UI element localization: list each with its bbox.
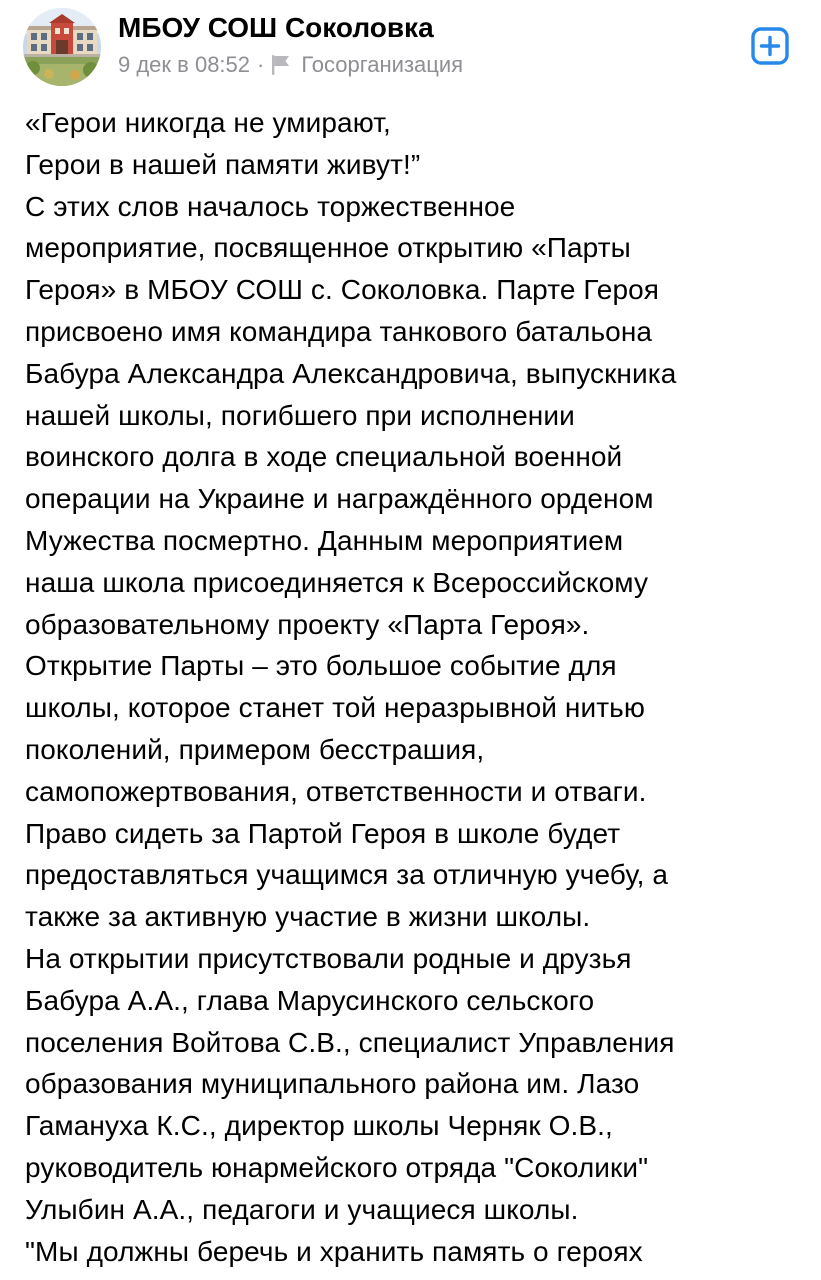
post-meta: [118, 50, 463, 80]
post-text-line: также за активную участие в жизни школы.: [25, 901, 591, 933]
community-name[interactable]: МБОУ СОШ Соколовка: [118, 12, 434, 43]
post-text-line: предоставляться учащимся за отличную учебу, а: [25, 859, 669, 891]
post-text-line: Открытие Парты – это большое событие для: [25, 650, 617, 682]
post-text-line: Герои в нашей памяти живут!”: [25, 148, 421, 180]
post-text-line: Право сидеть за Партой Героя в школе будет: [25, 817, 621, 849]
post-text-line: Мужества посмертно. Данным мероприятием: [25, 524, 624, 556]
post-text-line: «Герои никогда не умирают,: [25, 107, 391, 138]
school-building-avatar-icon: [23, 8, 101, 86]
post-text-line: самопожертвования, ответственности и отваги.: [25, 775, 647, 807]
post-text-line: Гаманyха К.С., директор школы Черняк О.В.,: [25, 1110, 613, 1142]
community-avatar[interactable]: [23, 8, 101, 86]
post-text-line: поселения Войтова С.В., специалист Управления: [25, 1026, 675, 1058]
add-button[interactable]: [750, 26, 790, 66]
post-header: [0, 0, 821, 100]
post-text-line: Улыбин А.А., педагоги и учащиеся школы.: [25, 1193, 579, 1225]
post-text-line: операции на Украине и награждённого орденом: [25, 483, 654, 515]
post-text-line: нашей школы, погибшего при исполнении: [25, 399, 575, 431]
post-text-line: наша школа присоединяется к Всероссийскому: [25, 566, 649, 598]
post-text-line: Героя» в МБОУ СОШ с. Соколовка. Парте Героя: [25, 274, 660, 306]
post-text-line: руководитель юнармейского отряда "Соколики": [25, 1151, 649, 1183]
post-category: Госорганизация: [301, 52, 464, 77]
post-text-line: На открытии присутствовали родные и друзья: [25, 942, 632, 974]
meta-separator: ·: [257, 52, 265, 77]
post-text-line: Бабура Александра Александровича, выпускника: [25, 357, 677, 389]
post-text-line: мероприятие, посвященное открытию «Парты: [25, 232, 631, 264]
post-text-line: Бабура А.А., глава Марусинского сельского: [25, 984, 595, 1016]
flag-icon: [271, 54, 291, 76]
post-text-line: воинского долга в ходе специальной военной: [25, 441, 623, 473]
add-square-icon: [750, 26, 790, 66]
post-text-line: образования муниципального района им. Лазо: [25, 1068, 640, 1100]
post-text-line: образовательному проекту «Парта Героя».: [25, 608, 590, 640]
post-text: [25, 102, 805, 1280]
post-text-line: "Мы должны беречь и хранить память о героях: [25, 1235, 643, 1267]
post-text-line: поколений, примером бесстрашия,: [25, 733, 485, 765]
post-text-line: С этих слов началось торжественное: [25, 190, 516, 222]
post-text-line: школы, которое станет той неразрывной нитью: [25, 692, 645, 724]
post-date[interactable]: 9 дек в 08:52: [118, 52, 251, 77]
post-text-line: присвоено имя командира танкового батальона: [25, 315, 653, 347]
